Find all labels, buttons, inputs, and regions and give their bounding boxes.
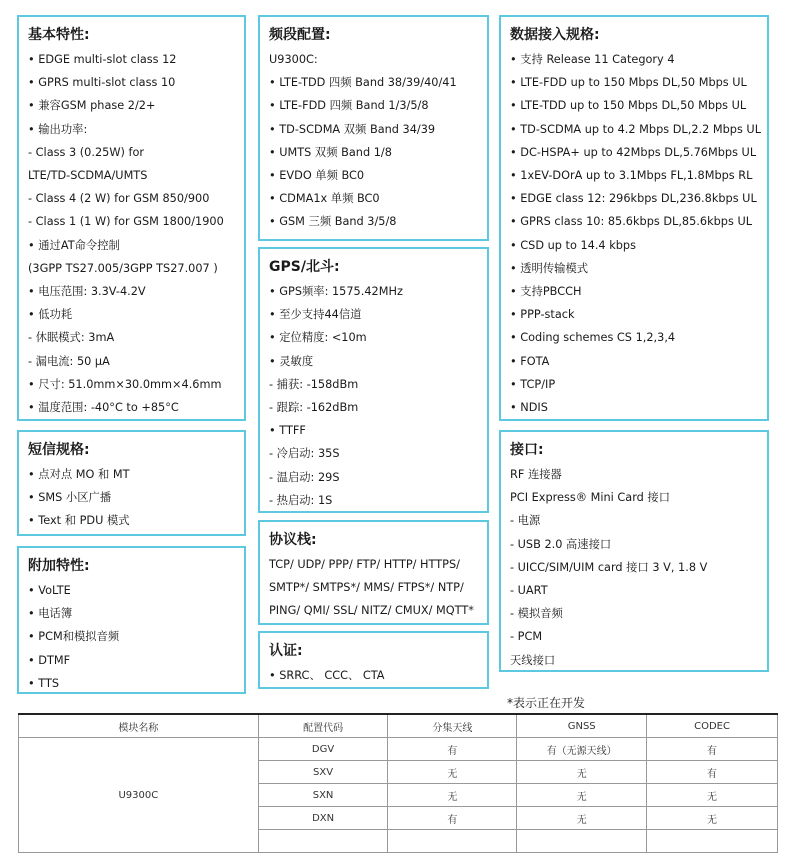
list-item: • 定位精度: <10m bbox=[269, 331, 367, 345]
development-note: *表示正在开发 bbox=[507, 696, 586, 710]
list-item: PCI Express® Mini Card 接口 bbox=[510, 491, 671, 505]
table-cell: 无 bbox=[517, 761, 647, 784]
list-item: - 休眠模式: 3mA bbox=[28, 331, 115, 345]
table-cell: 有（无源天线） bbox=[517, 738, 647, 761]
data-access-title: 数据接入规格: bbox=[510, 27, 600, 43]
list-item: - USB 2.0 高速接口 bbox=[510, 537, 612, 551]
list-item: • 温度范围: -40°C to +85°C bbox=[28, 401, 179, 415]
header-codec: CODEC bbox=[647, 714, 778, 738]
list-item: • TTS bbox=[28, 676, 60, 690]
list-item: - PCM bbox=[510, 630, 543, 644]
list-item: • GPRS multi-slot class 10 bbox=[28, 76, 176, 90]
table-cell bbox=[388, 830, 517, 853]
list-item: • 尺寸: 51.0mm×30.0mm×4.6mm bbox=[28, 377, 222, 391]
list-item: U9300C: bbox=[269, 53, 318, 66]
list-item: • Text 和 PDU 模式 bbox=[28, 514, 130, 528]
list-item: • GPS频率: 1575.42MHz bbox=[269, 285, 403, 298]
table-cell bbox=[258, 830, 388, 853]
basic-features-list bbox=[28, 48, 240, 419]
list-item: TCP/ UDP/ PPP/ FTP/ HTTP/ HTTPS/ bbox=[269, 558, 460, 571]
table-cell: DGV bbox=[258, 738, 388, 761]
list-item: • NDIS bbox=[510, 401, 548, 415]
table-cell bbox=[647, 830, 778, 853]
table-cell: 无 bbox=[388, 761, 517, 784]
table-row bbox=[19, 738, 778, 761]
list-item: • 支持 Release 11 Category 4 bbox=[510, 53, 675, 66]
list-item: • UMTS 双频 Band 1/8 bbox=[269, 145, 392, 159]
list-item: • 透明传输模式 bbox=[510, 261, 589, 275]
list-item: - 漏电流: 50 μA bbox=[28, 354, 110, 368]
data-access-panel bbox=[499, 15, 769, 421]
list-item: - Class 4 (2 W) for GSM 850/900 bbox=[28, 192, 210, 206]
list-item: LTE/TD-SCDMA/UMTS bbox=[28, 169, 148, 183]
list-item: • LTE-FDD up to 150 Mbps DL,50 Mbps UL bbox=[510, 76, 747, 90]
table-cell: 无 bbox=[388, 784, 517, 807]
list-item: • DTMF bbox=[28, 653, 71, 667]
list-item: 天线接口 bbox=[510, 653, 556, 667]
interface-title: 接口: bbox=[510, 442, 544, 458]
extra-features-title: 附加特性: bbox=[28, 558, 90, 574]
protocol-panel bbox=[258, 520, 489, 625]
module-name-cell: U9300C bbox=[19, 738, 259, 853]
table-cell: 有 bbox=[388, 807, 517, 830]
list-item: • 1xEV-DOrA up to 3.1Mbps FL,1.8Mbps RL bbox=[510, 169, 753, 183]
interface-panel bbox=[499, 430, 769, 672]
list-item: - 热启动: 1S bbox=[269, 493, 333, 507]
list-item: • DC-HSPA+ up to 42Mbps DL,5.76Mbps UL bbox=[510, 145, 757, 159]
extra-features-panel bbox=[17, 546, 246, 694]
gps-list bbox=[269, 280, 483, 512]
table-cell: 有 bbox=[647, 738, 778, 761]
list-item: - 跟踪: -162dBm bbox=[269, 401, 359, 415]
list-item: PING/ QMI/ SSL/ NITZ/ CMUX/ MQTT* bbox=[269, 604, 474, 618]
list-item: • EVDO 单频 BC0 bbox=[269, 169, 365, 183]
certification-list bbox=[269, 664, 483, 687]
header-config-code: 配置代码 bbox=[258, 714, 388, 738]
config-table bbox=[18, 713, 778, 853]
list-item: • 电话簿 bbox=[28, 607, 73, 621]
table-cell: 无 bbox=[647, 784, 778, 807]
gps-panel bbox=[258, 247, 489, 513]
list-item: - Class 3 (0.25W) for bbox=[28, 145, 145, 159]
list-item: (3GPP TS27.005/3GPP TS27.007 ) bbox=[28, 261, 218, 275]
header-module-name: 模块名称 bbox=[19, 714, 259, 738]
list-item: • 电压范围: 3.3V-4.2V bbox=[28, 285, 146, 299]
table-cell: 无 bbox=[647, 807, 778, 830]
list-item: • LTE-FDD 四频 Band 1/3/5/8 bbox=[269, 99, 429, 113]
list-item: • LTE-TDD 四频 Band 38/39/40/41 bbox=[269, 76, 457, 90]
list-item: RF 连接器 bbox=[510, 468, 562, 481]
table-cell: DXN bbox=[258, 807, 388, 830]
list-item: • CDMA1x 单频 BC0 bbox=[269, 192, 380, 206]
list-item: • TTFF bbox=[269, 424, 306, 438]
list-item: • CSD up to 14.4 kbps bbox=[510, 238, 636, 252]
list-item: - 捕获: -158dBm bbox=[269, 377, 359, 391]
interface-list bbox=[510, 463, 763, 672]
list-item: • EDGE class 12: 296kbps DL,236.8kbps UL bbox=[510, 192, 757, 206]
list-item: • VoLTE bbox=[28, 584, 71, 597]
list-item: • Coding schemes CS 1,2,3,4 bbox=[510, 331, 676, 345]
table-cell: 有 bbox=[647, 761, 778, 784]
list-item: • PPP-stack bbox=[510, 308, 575, 322]
header-diversity-antenna: 分集天线 bbox=[388, 714, 517, 738]
basic-features-panel bbox=[17, 15, 246, 421]
list-item: - Class 1 (1 W) for GSM 1800/1900 bbox=[28, 215, 224, 229]
certification-panel bbox=[258, 631, 489, 689]
list-item: - 温启动: 29S bbox=[269, 470, 340, 484]
header-gnss: GNSS bbox=[517, 714, 647, 738]
list-item: • GSM 三频 Band 3/5/8 bbox=[269, 215, 397, 229]
list-item: • 低功耗 bbox=[28, 308, 73, 322]
certification-title: 认证: bbox=[269, 643, 303, 659]
list-item: - UART bbox=[510, 584, 548, 598]
list-item: • PCM和模拟音频 bbox=[28, 630, 120, 644]
list-item: • GPRS class 10: 85.6kbps DL,85.6kbps UL bbox=[510, 215, 753, 229]
list-item: • LTE-TDD up to 150 Mbps DL,50 Mbps UL bbox=[510, 99, 747, 113]
gps-title: GPS/北斗: bbox=[269, 259, 340, 275]
basic-features-title: 基本特性: bbox=[28, 27, 90, 43]
table-cell bbox=[517, 830, 647, 853]
list-item: • SMS 小区广播 bbox=[28, 491, 112, 505]
list-item: - UICC/SIM/UIM card 接口 3 V, 1.8 V bbox=[510, 560, 708, 574]
list-item: • TCP/IP bbox=[510, 377, 556, 391]
list-item: • 兼容GSM phase 2/2+ bbox=[28, 99, 156, 113]
list-item: • 点对点 MO 和 MT bbox=[28, 468, 130, 481]
config-table-header bbox=[19, 714, 778, 738]
list-item: SMTP*/ SMTPS*/ MMS/ FTPS*/ NTP/ bbox=[269, 581, 464, 595]
list-item: • EDGE multi-slot class 12 bbox=[28, 53, 177, 66]
list-item: • FOTA bbox=[510, 354, 550, 368]
list-item: • 灵敏度 bbox=[269, 354, 314, 368]
list-item: • 支持PBCCH bbox=[510, 285, 582, 299]
extra-features-list bbox=[28, 579, 240, 695]
list-item: • 输出功率: bbox=[28, 122, 88, 136]
data-access-list bbox=[510, 48, 763, 419]
list-item: • 通过AT命令控制 bbox=[28, 238, 120, 252]
list-item: - 冷启动: 35S bbox=[269, 447, 340, 461]
list-item: • TD-SCDMA up to 4.2 Mbps DL,2.2 Mbps UL bbox=[510, 122, 761, 136]
list-item: - 电源 bbox=[510, 514, 541, 528]
table-cell: SXN bbox=[258, 784, 388, 807]
protocol-title: 协议栈: bbox=[269, 532, 317, 548]
band-config-panel bbox=[258, 15, 489, 241]
sms-panel bbox=[17, 430, 246, 536]
table-cell: SXV bbox=[258, 761, 388, 784]
sms-list bbox=[28, 463, 240, 533]
list-item: • 至少支持44信道 bbox=[269, 308, 362, 322]
table-cell: 无 bbox=[517, 784, 647, 807]
table-cell: 无 bbox=[517, 807, 647, 830]
band-config-title: 频段配置: bbox=[269, 27, 331, 43]
sms-title: 短信规格: bbox=[28, 442, 90, 458]
list-item: • TD-SCDMA 双频 Band 34/39 bbox=[269, 122, 436, 136]
protocol-list bbox=[269, 553, 483, 623]
band-config-list bbox=[269, 48, 483, 234]
table-cell: 有 bbox=[388, 738, 517, 761]
list-item: • SRRC、 CCC、 CTA bbox=[269, 669, 385, 682]
list-item: - 模拟音频 bbox=[510, 607, 563, 621]
